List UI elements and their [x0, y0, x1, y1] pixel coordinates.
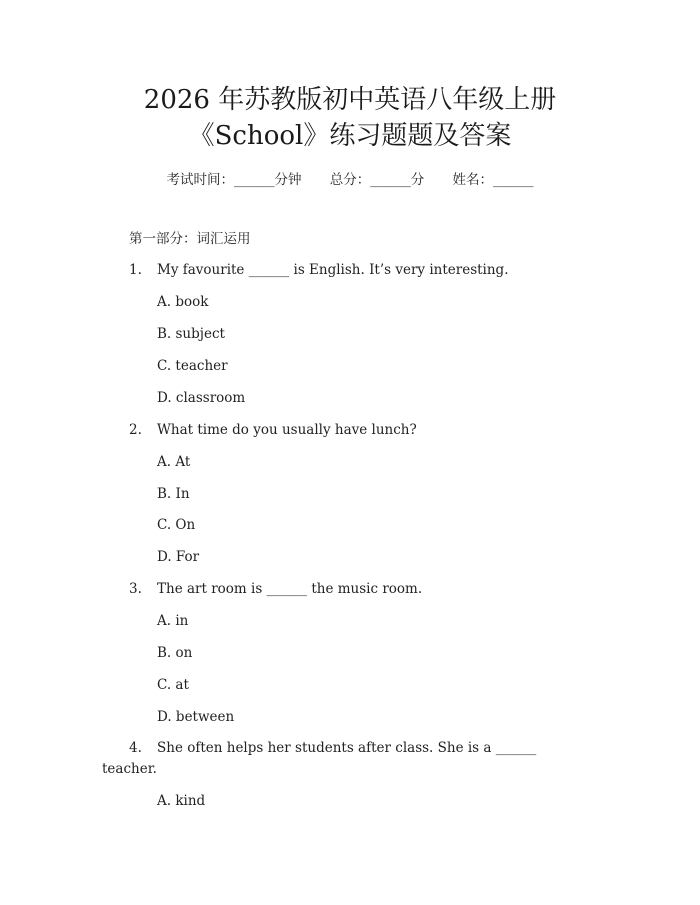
answer-option: A. in — [157, 613, 189, 629]
question-number: 2. — [129, 422, 142, 438]
question-text: The art room is ______ the music room. — [157, 581, 423, 597]
answer-option: C. On — [157, 517, 196, 533]
question-text: My favourite ______ is English. It’s very interesting. — [157, 262, 509, 278]
exam-name-field: 姓名：______ — [452, 172, 534, 188]
document-title-line-2: 《School》练习题题及答案 — [188, 121, 512, 151]
answer-option: C. at — [157, 677, 189, 693]
question-number: 1. — [129, 262, 142, 278]
question-number: 3. — [129, 581, 142, 597]
answer-option: B. In — [157, 486, 190, 502]
answer-option: B. subject — [157, 326, 225, 342]
answer-option: D. between — [157, 709, 235, 725]
exam-score-field: 总分：______分 — [329, 172, 425, 188]
question-number: 4. — [129, 740, 142, 756]
answer-option: A. book — [157, 294, 209, 310]
answer-option: C. teacher — [157, 358, 228, 374]
exam-time-field: 考试时间：______分钟 — [166, 172, 302, 188]
exam-info-bar — [0, 168, 700, 188]
answer-option: D. For — [157, 549, 200, 565]
answer-option: B. on — [157, 645, 193, 661]
answer-option: A. At — [157, 454, 191, 470]
section-heading: 第一部分：词汇运用 — [129, 231, 251, 247]
question-text: She often helps her students after class. She is a ______ — [157, 740, 537, 756]
question-text-continued: teacher. — [102, 761, 157, 777]
answer-option: A. kind — [157, 793, 206, 809]
question-text: What time do you usually have lunch? — [157, 422, 417, 438]
document-title-line-1: 2026 年苏教版初中英语八年级上册 — [143, 85, 557, 115]
answer-option: D. classroom — [157, 390, 246, 406]
